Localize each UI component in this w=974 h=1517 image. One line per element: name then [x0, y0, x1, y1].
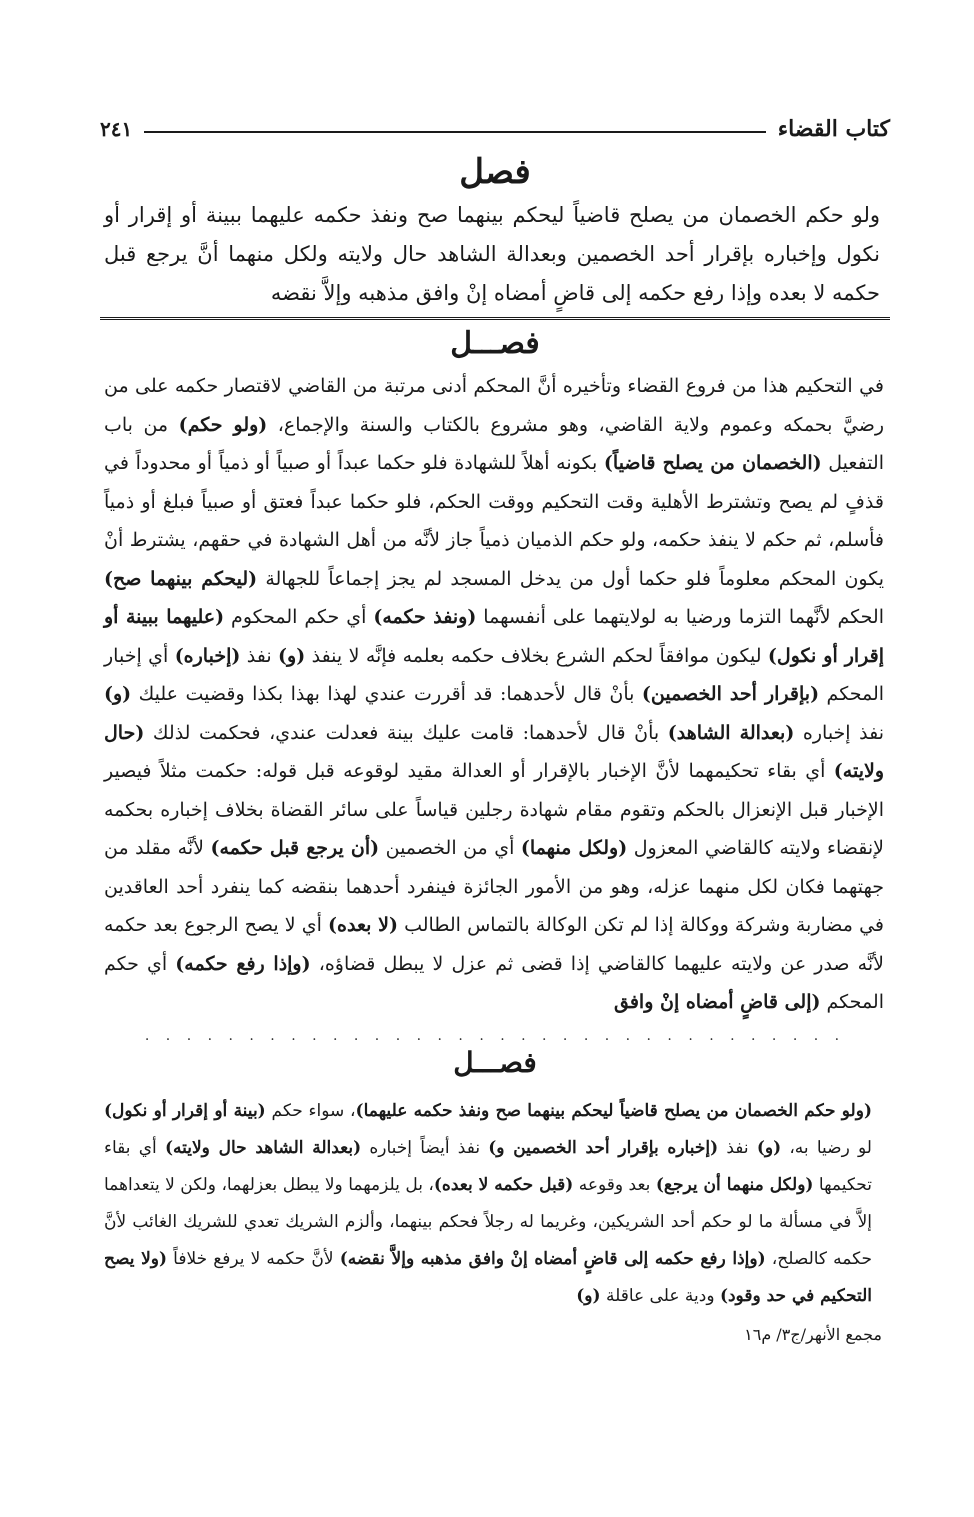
commentary-text: لأنَّ حكمه لا يرفع خلافاً: [167, 1248, 340, 1269]
bold-matn-quote: (و): [756, 1137, 782, 1158]
matn-divider: [100, 317, 890, 320]
commentary-text: نفذ إخباره: [794, 721, 885, 744]
bold-matn-quote: (قبل حكمه لا بعده): [433, 1174, 574, 1195]
bold-matn-quote: (عليهما ببينة أو إقرار أو نكول): [104, 606, 885, 667]
commentary-text: لأنَّه مقلد من جهتهما فكان لكل منهما عزله، وهو من الأمور الجائزة فينفرد أحدهما بنقضه كما ينفرد أحد العاقدين في مضاربة وشركة ووكالة إذا لم تكن الوكالة بالتماس الطالب: [104, 837, 885, 936]
bold-matn-quote: (ولا يصح التحكيم في حد وقود): [104, 1248, 872, 1306]
commentary-text: أي من الخصمين: [379, 837, 521, 859]
commentary-text: أي لا يصح الرجوع بعد حكمه لأنَّه صدر عن ولايته عليهما كالقاضي إذا قضى ثم عزل لا يبطل قضاؤه،: [104, 914, 884, 975]
commentary-text: نفذ: [240, 644, 279, 667]
footnote-text: [100, 1093, 890, 1315]
bold-matn-quote: (ولو حكم): [178, 413, 268, 436]
commentary-text: أي حكم المحكوم: [224, 606, 374, 628]
commentary-text: أي إخبار المحكم: [104, 644, 885, 705]
bold-matn-quote: (بعدالة الشاهد): [667, 721, 795, 744]
page-header: [100, 112, 890, 146]
commentary-text: بأنْ قال لأحدهما: قامت عليك بينة فعدلت عندي، فحكمت لذلك: [144, 721, 668, 744]
bold-matn-quote: (ولكل منهما أن يرجع): [655, 1174, 814, 1195]
bold-matn-quote: (ولو حكم الخصمان من يصلح قاضياً ليحكم بينهما صح ونفذ حكمه عليهما): [355, 1100, 872, 1121]
commentary-text: في التحكيم هذا من فروع القضاء وتأخيره أنَّ المحكم أدنى مرتبة من القاضي لاقتصار حكمه على من رضيَّ بحمكه وعموم ولاية القاضي، وهو مشروع بالكتاب والسنة والإجماع،: [104, 375, 884, 436]
commentary-text: من باب التفعيل: [104, 413, 884, 474]
bold-matn-quote: (حال ولايته): [104, 721, 884, 782]
commentary-text: ليكون موافقاً لحكم الشرع بخلاف حكمه بعلمه فإنَّه لا ينفذ: [305, 644, 768, 667]
bold-matn-quote: (ليحكم بينهما صح): [104, 567, 258, 590]
commentary-text: الحكم لأنَّهما التزما ورضيا به لولايتهما على أنفسهما: [476, 606, 884, 628]
bold-matn-quote: (ونفذ حكمه): [373, 606, 477, 628]
commentary-text: أي حكم المحكم: [104, 952, 884, 1013]
commentary-text: نفذ: [718, 1137, 757, 1158]
bold-matn-quote: (وإذا رفع حكمه إلى قاضٍ أمضاه إنْ وافق مذهبه وإلاَّ نقضه): [339, 1248, 766, 1269]
bold-matn-quote: (ولكل منهما): [520, 837, 628, 859]
bold-matn-quote: (بعدالة الشاهد حال ولايته): [164, 1137, 362, 1158]
commentary-text: بأنْ قال لأحدهما: قد أقررت عندي لهذا بهذا بكذا وقضيت عليك: [131, 683, 642, 705]
book-page: [100, 112, 890, 1344]
commentary-text: أي بقاء تحكيمهما لأنَّ الإخبار بالإقرار أو العدالة مقيد لوقوعه قبل قوله: حكمت مثلاً فيصير الإخبار قبل الإنعزال بالحكم وتقوم مقام شهادة رجلين قياساً على سائر القضاة بخلاف إخباره بحكمه لإنقضاء ولايته كالقاضي المعزول: [104, 760, 884, 859]
footnote-heading: فصـــل: [453, 1045, 537, 1079]
book-title: كتاب القضاء: [777, 116, 890, 142]
bold-matn-quote: (وإذا رفع حكمه): [175, 952, 311, 975]
matn-heading: فصل: [459, 152, 531, 192]
bold-matn-quote: (إلى قاضٍ أمضاه إنْ وافق: [614, 991, 821, 1013]
commentary-text: لو رضيا به،: [781, 1137, 872, 1158]
bold-matn-quote: (و): [278, 644, 306, 667]
dotted-separator: . . . . . . . . . . . . . . . . . . . . . . . . . . . . . . . . . .: [144, 1027, 846, 1044]
commentary-text: ، سواء حكم: [265, 1100, 356, 1121]
bold-matn-quote: (بإقرار أحد الخصمين): [641, 683, 820, 705]
page-signature: مجمع الأنهر/ج٣/ م١٦: [744, 1324, 882, 1344]
bold-matn-quote: (بينة أو إقرار أو نكول): [104, 1100, 266, 1121]
commentary-text: ، بل يلزمهما ولا يبطل بعزلهما، ولكن لا يتعداهما إلاَّ في مسألة ما لو حكم أحد الشريكين، وغريما له رجلاً فحكم بينهما، وألزم الشريك تعدي للشريك الغائب لأنَّ حكمه كالصلح،: [104, 1174, 872, 1269]
bold-matn-quote: (إخباره بإقرار أحد الخصمين و): [488, 1137, 719, 1158]
sharh-text: [100, 367, 890, 1022]
bold-matn-quote: (أن يرجع قبل حكمه): [210, 837, 380, 859]
commentary-text: بكونه أهلاً للشهادة فلو حكما عبداً أو صبياً أو ذمياً أو محدوداً في قذفٍ لم يصح وتشترط الأهلية وقت التحكيم ووقت الحكم، فلو حكما عبداً فعتق أو صبياً فبلغ أو ذمياً فأسلم، ثم حكم لا ينفذ حكمه، ولو حكم الذميان ذمياً جاز لأنَّه من أهل الشهادة في حقهم، يشترط أنْ يكون المحكم معلوماً فلو حكما أول من يدخل المسجد لم يجز إجماعاً للجهالة: [104, 452, 884, 590]
header-rule: [144, 131, 766, 133]
commentary-text: نفذ أيضاً إخباره: [361, 1137, 489, 1158]
commentary-text: أي بقاء تحكيمها: [104, 1137, 872, 1195]
bold-matn-quote: (و): [576, 1285, 601, 1306]
commentary-text: بعد وقوعه: [573, 1174, 656, 1195]
bold-matn-quote: (لا بعده): [328, 914, 398, 936]
matn-text: ولو حكم الخصمان من يصلح قاضياً ليحكم بينهما صح ونفذ حكمه عليهما ببينة أو إقرار أو نكول وإخباره بإقرار أحد الخصمين وبعدالة الشاهد حال ولايته ولكل منهما أنَّ يرجع قبل حكمه لا بعده وإذا رفع حكمه إلى قاضٍ أمضاه إنْ وافق مذهبه وإلاَّ نقضه: [104, 203, 880, 305]
sharh-heading: فصـــل: [450, 326, 540, 361]
bold-matn-quote: (إخباره): [174, 644, 241, 667]
bold-matn-quote: (و): [104, 683, 132, 705]
page-number: ٢٤١: [100, 117, 133, 141]
commentary-text: ودية على عاقلة: [600, 1285, 720, 1306]
bold-matn-quote: (الخصمان من يصلح قاضياً): [603, 452, 822, 474]
